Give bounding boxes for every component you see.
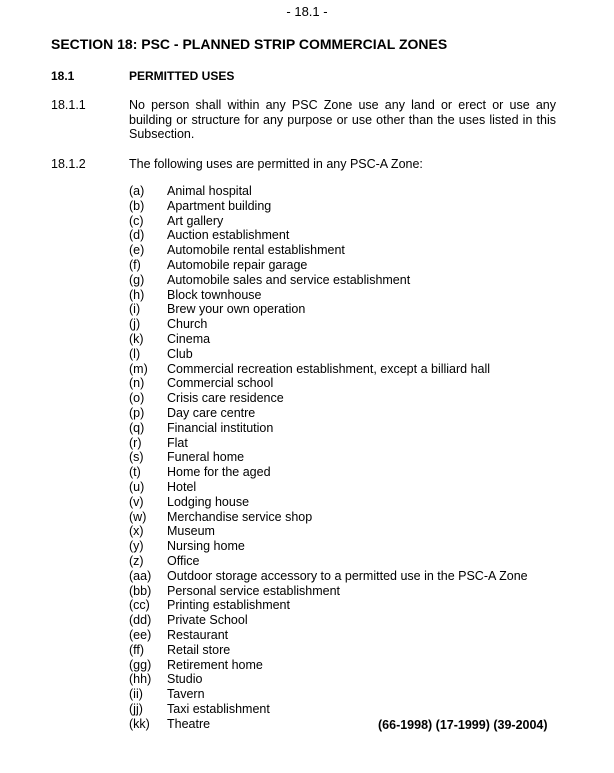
list-item-text: Restaurant xyxy=(167,627,229,642)
list-item xyxy=(129,184,528,199)
list-item-label: (q) xyxy=(129,420,145,435)
list-item xyxy=(129,421,528,436)
list-item-text: Taxi establishment xyxy=(167,701,270,716)
list-item xyxy=(129,480,528,495)
list-item-text: Cinema xyxy=(167,331,211,346)
list-item xyxy=(129,598,528,613)
list-item-text: Theatre xyxy=(167,716,211,731)
paragraph-number: 18.1.1 xyxy=(51,98,86,112)
list-item xyxy=(129,510,528,525)
list-item-label: (b) xyxy=(129,198,145,213)
list-item-text: Home for the aged xyxy=(167,465,271,480)
list-item-text: Financial institution xyxy=(167,420,274,435)
paragraph-text: No person shall within any PSC Zone use any land or erect or use any building or structure for any purpose or use other than the uses listed in this Subsection. xyxy=(129,98,556,141)
list-item xyxy=(129,687,528,702)
list-item-text: Animal hospital xyxy=(167,184,252,198)
list-item-text: Tavern xyxy=(167,687,205,702)
list-item-label: (n) xyxy=(129,376,145,391)
list-item-text: Hotel xyxy=(167,479,197,494)
list-item-text: Automobile rental establishment xyxy=(167,243,345,258)
list-item-text: Club xyxy=(167,346,193,361)
list-item xyxy=(129,613,528,628)
list-item-label: (v) xyxy=(129,494,144,509)
list-item xyxy=(129,258,528,273)
list-item-label: (x) xyxy=(129,524,144,539)
list-item-label: (h) xyxy=(129,287,145,302)
paragraph-text: The following uses are permitted in any PSC-A Zone: xyxy=(129,157,423,171)
subsection-title: PERMITTED USES xyxy=(129,69,235,83)
list-item-text: Private School xyxy=(167,613,248,628)
list-item-label: (y) xyxy=(129,539,144,554)
list-item-text: Automobile repair garage xyxy=(167,257,308,272)
list-item-label: (m) xyxy=(129,361,148,376)
list-item-label: (kk) xyxy=(129,716,150,731)
list-item-label: (dd) xyxy=(129,613,152,628)
list-item-text: Church xyxy=(167,317,208,332)
list-item-text: Merchandise service shop xyxy=(167,509,313,524)
list-item-label: (ee) xyxy=(129,627,152,642)
list-item xyxy=(129,391,528,406)
list-item-text: Flat xyxy=(167,435,188,450)
list-item-label: (ii) xyxy=(129,687,143,702)
list-item-label: (k) xyxy=(129,331,144,346)
list-item-text: Auction establishment xyxy=(167,228,290,243)
section-heading: SECTION 18: PSC - PLANNED STRIP COMMERCIAL ZONES xyxy=(51,36,448,52)
list-item-text: Retirement home xyxy=(167,657,263,672)
list-item-text: Funeral home xyxy=(167,450,245,465)
list-item-label: (t) xyxy=(129,465,141,480)
list-item xyxy=(129,376,528,391)
list-item-text: Brew your own operation xyxy=(167,302,306,317)
list-item-label: (aa) xyxy=(129,568,152,583)
list-item xyxy=(129,569,528,584)
list-item xyxy=(129,436,528,451)
list-item-text: Crisis care residence xyxy=(167,391,284,406)
list-item-text: Studio xyxy=(167,672,203,687)
list-item-label: (hh) xyxy=(129,672,152,687)
list-item-text: Commercial recreation establishment, except a billiard hall xyxy=(167,361,491,376)
list-item-text: Printing establishment xyxy=(167,598,290,613)
list-item-label: (u) xyxy=(129,479,145,494)
list-item-text: Museum xyxy=(167,524,215,539)
list-item-label: (jj) xyxy=(129,701,143,716)
list-item-label: (l) xyxy=(129,346,141,361)
list-item xyxy=(129,362,528,377)
list-item xyxy=(129,539,528,554)
list-item-label: (p) xyxy=(129,405,145,420)
paragraph-number: 18.1.2 xyxy=(51,157,86,171)
list-item xyxy=(129,584,528,599)
list-item xyxy=(129,628,528,643)
list-item-text: Retail store xyxy=(167,642,231,657)
list-item xyxy=(129,672,528,687)
list-item xyxy=(129,214,528,229)
list-item xyxy=(129,243,528,258)
list-item xyxy=(129,465,528,480)
list-item-text: Outdoor storage accessory to a permitted use in the PSC-A Zone xyxy=(167,568,528,583)
list-item xyxy=(129,702,528,717)
list-item-label: (d) xyxy=(129,228,145,243)
list-item-label: (o) xyxy=(129,391,145,406)
list-item xyxy=(129,643,528,658)
list-item xyxy=(129,273,528,288)
list-item-label: (z) xyxy=(129,553,144,568)
list-item xyxy=(129,317,528,332)
list-item-text: Nursing home xyxy=(167,539,245,554)
list-item-label: (w) xyxy=(129,509,147,524)
list-item-text: Lodging house xyxy=(167,494,250,509)
list-item xyxy=(129,524,528,539)
list-item xyxy=(129,332,528,347)
list-item xyxy=(129,554,528,569)
list-item xyxy=(129,302,528,317)
list-item xyxy=(129,450,528,465)
list-item-text: Commercial school xyxy=(167,376,274,391)
list-item-text: Day care centre xyxy=(167,405,256,420)
list-item xyxy=(129,199,528,214)
list-item-label: (bb) xyxy=(129,583,152,598)
list-item-label: (cc) xyxy=(129,598,150,613)
list-item-text: Automobile sales and service establishment xyxy=(167,272,411,287)
list-item-label: (ff) xyxy=(129,642,145,657)
list-item-label: (r) xyxy=(129,435,142,450)
permitted-uses-list xyxy=(129,184,528,731)
list-item xyxy=(129,658,528,673)
list-item-text: Art gallery xyxy=(167,213,224,228)
list-item xyxy=(129,406,528,421)
list-item-text: Apartment building xyxy=(167,198,272,213)
list-item xyxy=(129,288,528,303)
list-item xyxy=(129,495,528,510)
list-item-text: Personal service establishment xyxy=(167,583,340,598)
list-item-text: Block townhouse xyxy=(167,287,262,302)
page-number: - 18.1 - xyxy=(286,4,328,19)
subsection-number: 18.1 xyxy=(51,69,75,83)
list-item-text: Office xyxy=(167,553,200,568)
list-item-label: (c) xyxy=(129,213,144,228)
list-item-label: (j) xyxy=(129,317,141,332)
list-item xyxy=(129,228,528,243)
list-item-label: (e) xyxy=(129,243,145,258)
list-item-label: (g) xyxy=(129,272,145,287)
list-item-label: (f) xyxy=(129,257,141,272)
list-item-label: (i) xyxy=(129,302,141,317)
list-item-label: (gg) xyxy=(129,657,152,672)
list-item xyxy=(129,347,528,362)
list-item-label: (s) xyxy=(129,450,144,465)
amendment-references: (66-1998) (17-1999) (39-2004) xyxy=(378,718,548,732)
list-item-label: (a) xyxy=(129,184,145,198)
